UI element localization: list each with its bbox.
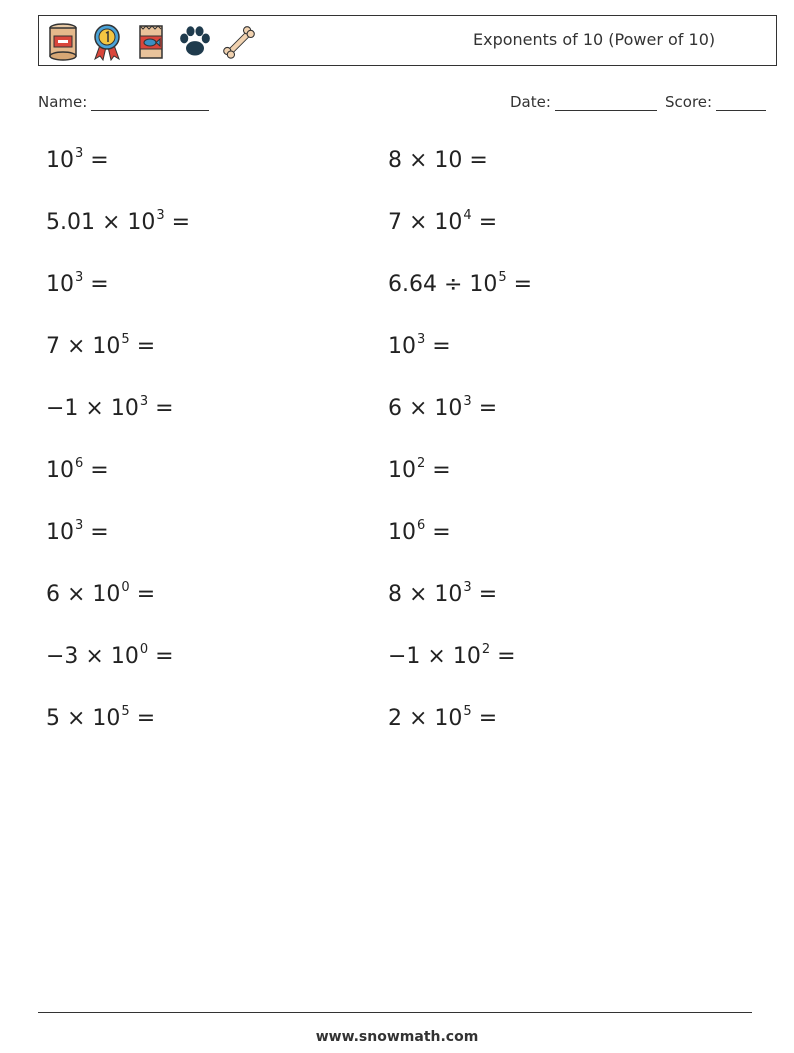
- score-label: Score:: [665, 93, 713, 111]
- date-field: [510, 93, 657, 111]
- name-field: [38, 93, 209, 111]
- problem-13: $10^3$ =: [46, 518, 109, 545]
- problem-12: $10^2$ =: [388, 456, 451, 483]
- problem-4: $7 \times 10^4$ =: [388, 208, 498, 235]
- header-icons: [45, 22, 257, 62]
- problem-19: $5 \times 10^5$ =: [46, 704, 156, 731]
- problem-2: 8 × 10 =: [388, 148, 488, 173]
- problem-10: $6 \times 10^3$ =: [388, 394, 498, 421]
- dog-food-can-icon: [45, 23, 81, 61]
- paw-print-icon: [177, 23, 213, 61]
- problem-6: $6.64 \div 10^5$ =: [388, 270, 533, 297]
- worksheet-header: [38, 15, 777, 66]
- problem-9: $-1 \times 10^3$ =: [46, 394, 174, 421]
- award-ribbon-icon: [89, 23, 125, 61]
- date-label: Date:: [510, 93, 551, 111]
- problem-14: $10^6$ =: [388, 518, 451, 545]
- worksheet-title: Exponents of 10 (Power of 10): [473, 30, 716, 49]
- problem-16: $8 \times 10^3$ =: [388, 580, 498, 607]
- problem-11: $10^6$ =: [46, 456, 109, 483]
- footer-divider: [38, 1012, 752, 1013]
- fish-food-bag-icon: [133, 23, 169, 61]
- footer-website: www.snowmath.com: [315, 1029, 479, 1045]
- problem-7: $7 \times 10^5$ =: [46, 332, 156, 359]
- score-field: [665, 93, 766, 111]
- bone-icon: [221, 23, 257, 61]
- problem-18: $-1 \times 10^2$ =: [388, 642, 516, 669]
- name-label: Name:: [38, 93, 88, 111]
- score-blank[interactable]: [716, 94, 766, 111]
- date-blank[interactable]: [555, 94, 657, 111]
- problem-20: $2 \times 10^5$ =: [388, 704, 498, 731]
- problem-17: $-3 \times 10^0$ =: [46, 642, 174, 669]
- problem-5: $10^3$ =: [46, 270, 109, 297]
- problem-1: $10^3$ =: [46, 146, 109, 173]
- name-blank[interactable]: [91, 94, 209, 111]
- problem-8: $10^3$ =: [388, 332, 451, 359]
- problem-15: $6 \times 10^0$ =: [46, 580, 156, 607]
- problem-3: $5.01 \times 10^3$ =: [46, 208, 191, 235]
